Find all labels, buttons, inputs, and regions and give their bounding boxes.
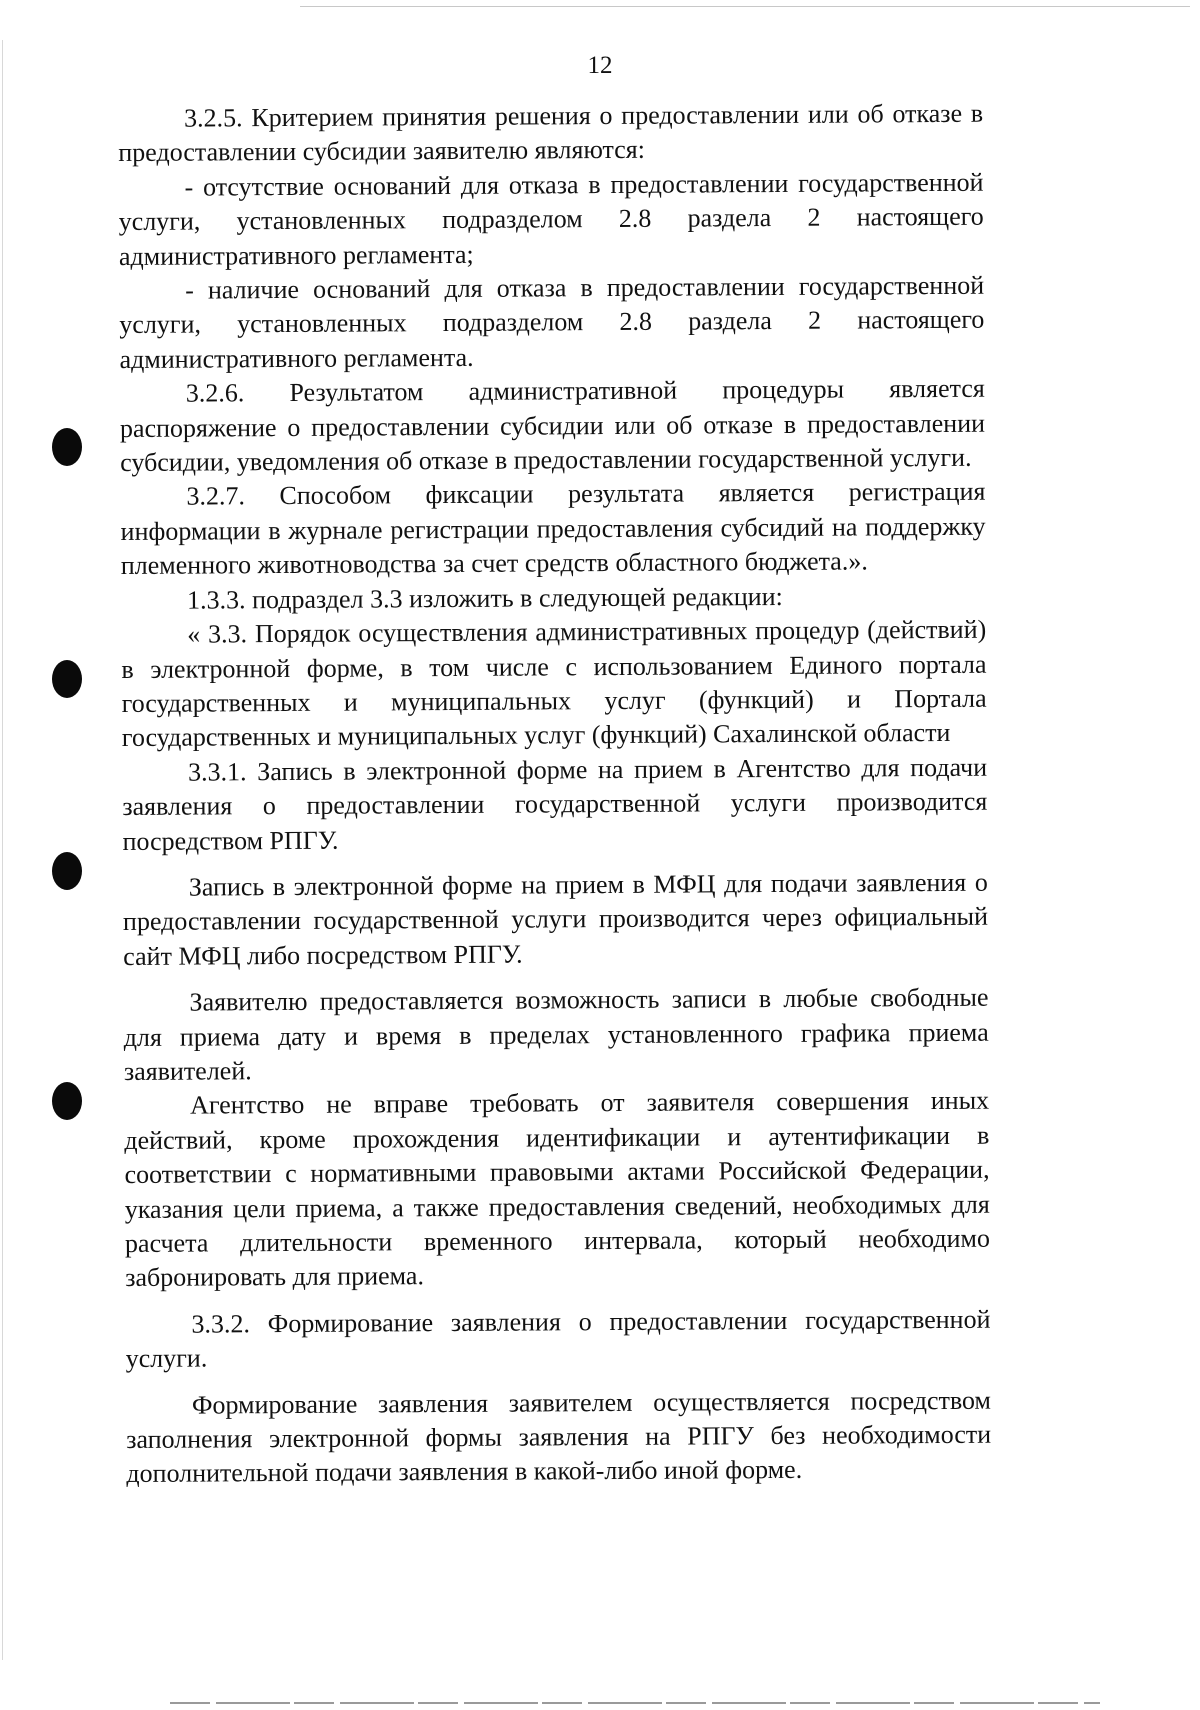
paragraph-1-3-3: 1.3.3. подраздел 3.3 изложить в следующей редакции: [186, 581, 783, 615]
paragraph-agency-restriction: Агентство не вправе требовать от заявителя совершения иных действий, кроме прохождения идентификации и аутентификации в соответствии с нормативными правовыми актами Российской Федерации, указания цели приема, а также предоставления сведений, необходимых для расчета длительности временного интервала, который необходимо забронировать для приема. [124, 1086, 991, 1293]
paragraph-criterion-presence: - наличие оснований для отказа в предоставлении государственной услуги, установленных подразделом 2.8 раздела 2 настоящего административного регламента. [119, 270, 985, 374]
paragraph-3-3-2: 3.3.2. Формирование заявления о предоставлении государственной услуги. [125, 1304, 991, 1374]
paragraph-3-2-6: 3.2.6. Результатом административной процедуры является распоряжение о предоставлении субсидии или об отказе в предоставлении субсидии, уведомления об отказе в предоставлении государственной услуги. [119, 373, 986, 478]
punch-hole-3 [52, 852, 82, 890]
scan-edge-bottom [170, 1702, 1100, 1704]
paragraph-criterion-absence: - отсутствие оснований для отказа в предоставлении государственной услуги, установленных подразделом 2.8 раздела 2 настоящего административного регламента; [118, 167, 984, 271]
paragraph-mfc-record: Запись в электронной форме на прием в МФЦ для подачи заявления о предоставлении государственной услуги производится через официальный сайт МФЦ либо посредством РПГУ. [122, 867, 989, 971]
paragraph-3-2-7: 3.2.7. Способом фиксации результата является регистрация информации в журнале регистрации предоставления субсидий на поддержку племенного животноводства за счет средств областного бюджета.». [120, 477, 986, 581]
paragraph-applicant-record: Заявителю предоставляется возможность записи в любые свободные для приема дату и время в пределах установленного графика приема заявителей. [123, 982, 989, 1086]
paragraph-3-3-1: 3.3.1. Запись в электронной форме на прием в Агентство для подачи заявления о предоставлении государственной услуги производится посредством РПГУ. [122, 752, 988, 856]
page-number: 12 [587, 52, 613, 79]
scan-edge-top [300, 6, 1190, 7]
punch-hole-4 [52, 1082, 82, 1120]
scan-edge-left [2, 40, 3, 1660]
paragraph-form-filling: Формирование заявления заявителем осуществляется посредством заполнения электронной формы заявления на РПГУ без необходимости дополнительной подачи заявления в какой-либо иной форме. [126, 1385, 992, 1489]
document-body [118, 97, 991, 1492]
paragraph-3-3-heading: « 3.3. Порядок осуществления административных процедур (действий) в электронной форме, в том числе с использованием Единого портала государственных и муниципальных услуг (функций) и Портала государственных и муниципальных услуг (функций) Сахалинской области [121, 614, 987, 753]
paragraph-3-2-5: 3.2.5. Критерием принятия решения о предоставлении или об отказе в предоставлении субсидии заявителю являются: [118, 98, 984, 168]
punch-hole-1 [52, 428, 82, 466]
punch-hole-2 [52, 660, 82, 698]
